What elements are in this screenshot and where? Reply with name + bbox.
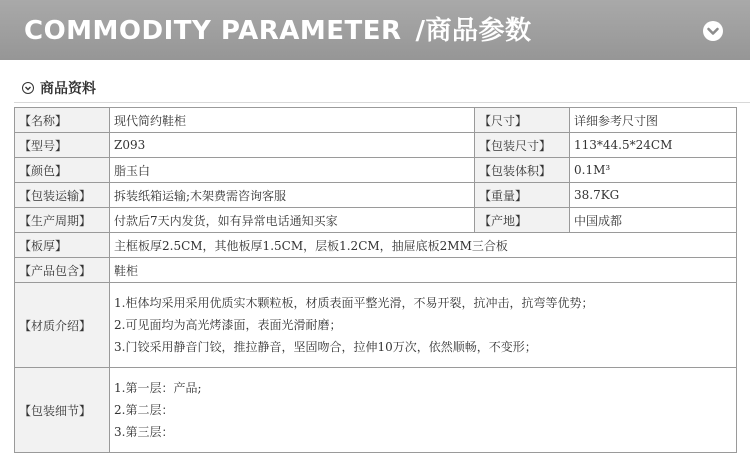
table-row (15, 108, 737, 133)
banner-title-en: COMMODITY PARAMETER (24, 16, 402, 46)
spec-key: 【板厚】 (15, 233, 110, 258)
spec-value: 38.7KG (570, 183, 737, 208)
spec-key: 【型号】 (15, 133, 110, 158)
spec-key: 【包装细节】 (15, 368, 110, 453)
spec-value: 拆装纸箱运输;木架费需咨询客服 (110, 183, 475, 208)
chevron-down-circle-icon[interactable] (703, 21, 723, 41)
table-row (15, 158, 737, 183)
table-row (15, 133, 737, 158)
spec-key: 【材质介绍】 (15, 283, 110, 368)
section-divider (14, 102, 750, 103)
spec-key: 【包装运输】 (15, 183, 110, 208)
spec-table (14, 107, 737, 453)
packaging-line: 3.第三层： (114, 425, 174, 439)
spec-value: 中国成都 (570, 208, 737, 233)
spec-value: 主框板厚2.5CM，其他板厚1.5CM，层板1.2CM，抽屉底板2MM三合板 (110, 233, 737, 258)
table-row (15, 368, 737, 453)
spec-key: 【重量】 (475, 183, 570, 208)
table-row (15, 233, 737, 258)
section-title: 商品资料 (40, 81, 96, 97)
chevron-down-circle-icon (22, 82, 34, 94)
spec-key: 【生产周期】 (15, 208, 110, 233)
packaging-line: 2.第二层： (114, 403, 174, 417)
material-line: 3.门铰采用静音门铰，推拉静音，坚固吻合，拉伸10万次，依然顺畅，不变形； (114, 340, 537, 354)
spec-key: 【包装尺寸】 (475, 133, 570, 158)
parameter-banner (0, 0, 750, 60)
spec-key: 【产品包含】 (15, 258, 110, 283)
material-line: 2.可见面均为高光烤漆面，表面光滑耐磨； (114, 318, 342, 332)
spec-value-block (110, 368, 737, 453)
banner-title (24, 14, 532, 48)
spec-value-block (110, 283, 737, 368)
spec-key: 【颜色】 (15, 158, 110, 183)
spec-value: 鞋柜 (110, 258, 737, 283)
section-header (22, 78, 96, 98)
material-line: 1.柜体均采用采用优质实木颗粒板，材质表面平整光滑，不易开裂，抗冲击，抗弯等优势； (114, 296, 594, 310)
spec-value: 0.1M³ (570, 158, 737, 183)
spec-value: 付款后7天内发货，如有异常电话通知买家 (110, 208, 475, 233)
spec-value: 详细参考尺寸图 (570, 108, 737, 133)
table-row (15, 208, 737, 233)
packaging-line: 1.第一层：产品; (114, 381, 202, 395)
spec-value: 113*44.5*24CM (570, 133, 737, 158)
spec-value: 现代简约鞋柜 (110, 108, 475, 133)
spec-value: 脂玉白 (110, 158, 475, 183)
spec-key: 【尺寸】 (475, 108, 570, 133)
table-row (15, 183, 737, 208)
spec-key: 【产地】 (475, 208, 570, 233)
banner-title-cn: /商品参数 (415, 16, 532, 46)
spec-key: 【包装体积】 (475, 158, 570, 183)
table-row (15, 283, 737, 368)
spec-value: Z093 (110, 133, 475, 158)
table-row (15, 258, 737, 283)
spec-key: 【名称】 (15, 108, 110, 133)
